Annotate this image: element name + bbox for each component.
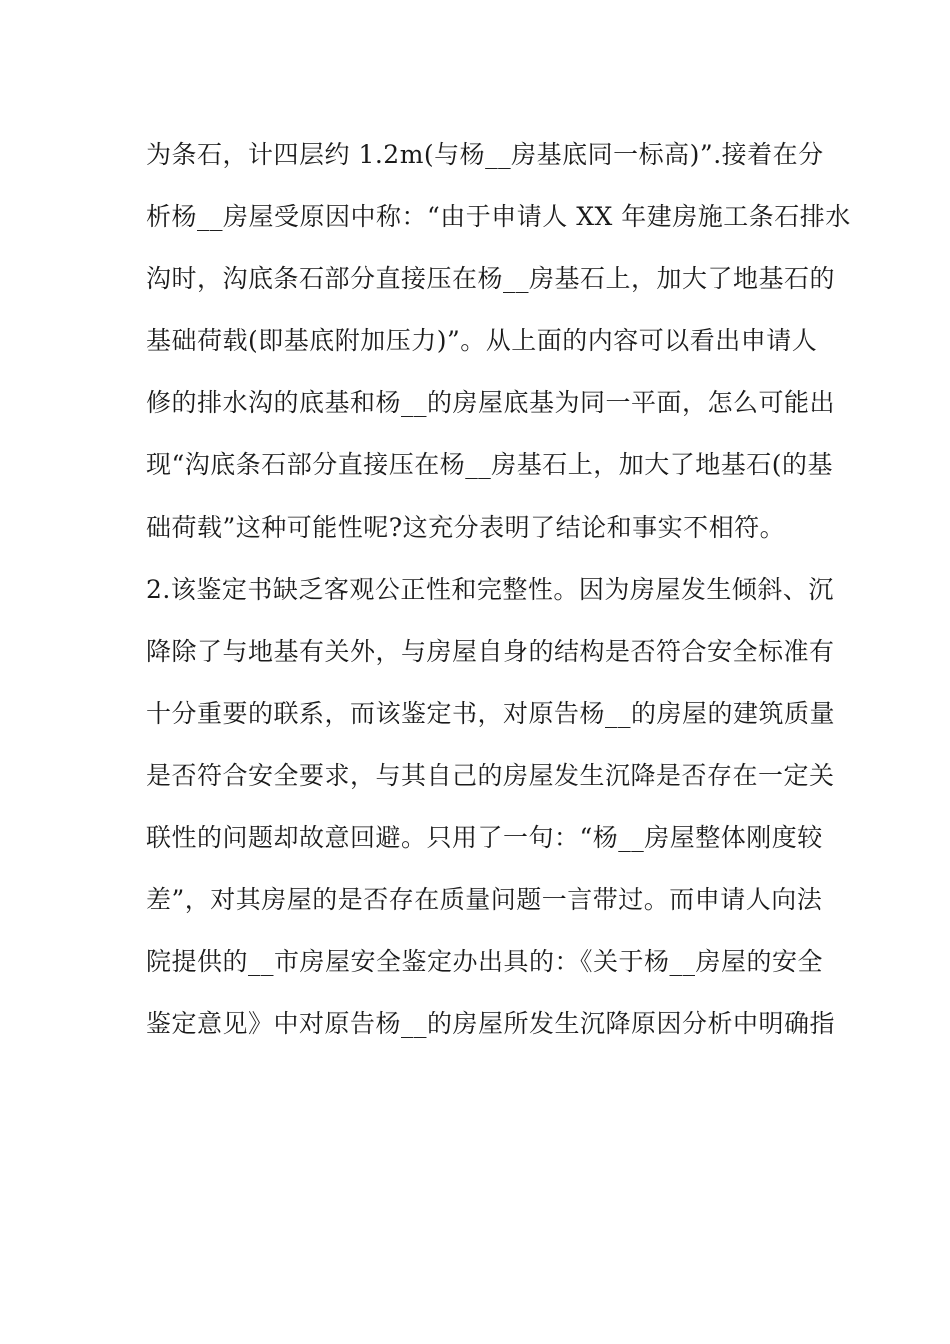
- text-line-2: 析杨__房屋受原因中称：“由于申请人 XX 年建房施工条石排水: [146, 202, 851, 232]
- text-line-13: 差”，对其房屋的是否存在质量问题一言带过。而申请人向法: [146, 885, 823, 915]
- text-line-14: 院提供的__市房屋安全鉴定办出具的：《关于杨__房屋的安全: [146, 947, 824, 977]
- text-line-8: 2.该鉴定书缺乏客观公正性和完整性。因为房屋发生倾斜、沉: [146, 574, 834, 604]
- text-line-5: 修的排水沟的底基和杨__的房屋底基为同一平面，怎么可能出: [146, 388, 836, 418]
- body-text: [146, 134, 851, 1065]
- text-line-4: 基础荷载(即基底附加压力)”。从上面的内容可以看出申请人: [146, 326, 818, 356]
- text-line-15: 鉴定意见》中对原告杨__的房屋所发生沉降原因分析中明确指: [146, 1009, 836, 1039]
- text-line-10: 十分重要的联系，而该鉴定书，对原告杨__的房屋的建筑质量: [146, 698, 836, 728]
- text-line-9: 降除了与地基有关外，与房屋自身的结构是否符合安全标准有: [146, 636, 835, 666]
- text-line-7: 础荷载”这种可能性呢?这充分表明了结论和事实不相符。: [146, 512, 786, 542]
- text-line-3: 沟时，沟底条石部分直接压在杨__房基石上，加大了地基石的: [146, 264, 836, 294]
- text-line-11: 是否符合安全要求，与其自己的房屋发生沉降是否存在一定关: [146, 760, 835, 790]
- text-line-1: 为条石，计四层约 1.2m(与杨__房基底同一标高)”.接着在分: [146, 140, 824, 169]
- text-line-6: 现“沟底条石部分直接压在杨__房基石上，加大了地基石(的基: [146, 450, 834, 480]
- text-line-12: 联性的问题却故意回避。只用了一句：“杨__房屋整体刚度较: [146, 823, 823, 853]
